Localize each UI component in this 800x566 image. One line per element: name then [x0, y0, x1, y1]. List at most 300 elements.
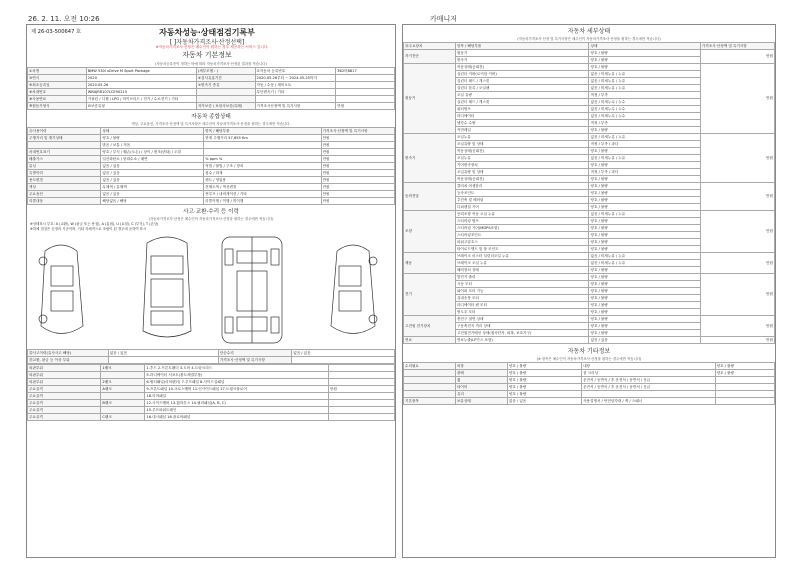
doc-subtitle: [ ]자동차가격조사·산정선택]	[169, 39, 245, 46]
detail-status-cell: 양호 / 불량	[589, 288, 700, 295]
other-info-row-cell: 광택	[455, 370, 507, 377]
detail-row	[404, 274, 775, 281]
legend-line-2: ※하체 점검은 순정의 기준이며, 기타 자체적으로 조립이 된 경우에 준하여 표시	[30, 227, 147, 231]
status-row	[28, 149, 395, 156]
detail-item-cell: 라디에이터	[455, 113, 589, 120]
rank-group-cell: 외판부위	[28, 372, 101, 379]
other-info-row-cell: 없음 / 있음	[507, 398, 581, 405]
rank-row	[28, 400, 395, 407]
basic-info-row-cell: 만원	[336, 103, 395, 110]
detail-status-cell: 양호 / 불량	[589, 274, 700, 281]
accident-row-cell: 없음 / 있음	[108, 350, 218, 357]
basic-info-row-cell: BMW 530i xDrive M Sport Package	[86, 68, 196, 75]
detail-group-cell: 원동기	[404, 64, 456, 134]
other-info-row-cell	[404, 370, 456, 377]
accident-row-cell: 단순수리	[218, 350, 291, 357]
detail-item-cell: 변속기	[455, 57, 589, 64]
other-info-row-cell: 양호 / 불량	[507, 384, 581, 391]
status-header-cell: 가격조사·산정액 및 특기사항	[321, 128, 394, 135]
status-row-cell: 만원	[321, 163, 394, 170]
detail-item-cell: 브레이크 마스터 실린더오일 누유	[455, 253, 589, 260]
status-row	[28, 142, 395, 149]
basic-info-row-cell: 2020.05.26부터 ~ 2024.05.25까지	[255, 75, 336, 82]
detail-item-cell: 작동상태(공회전)	[455, 176, 589, 183]
status-row-cell: 전체도색 / 색상변경	[204, 184, 321, 191]
status-row-cell: 만원	[321, 135, 394, 142]
detail-item-cell: 파워고압호스	[455, 239, 589, 246]
other-info-row	[404, 363, 775, 370]
other-info-row	[404, 377, 775, 384]
print-datetime: 26. 2. 11. 오전 10:26	[28, 15, 100, 23]
other-table	[403, 362, 775, 405]
basic-info-row-cell: 가격조사산정액 및 특기사항	[255, 103, 336, 110]
rank-row	[28, 379, 395, 386]
rank-label-cell: 1랭크	[101, 365, 145, 372]
status-row-cell: % ppm %	[204, 156, 321, 163]
detail-header-cell: 가격조사·산정액 및 특기사항	[700, 43, 774, 50]
rank-group-cell: 주요골격	[28, 393, 101, 400]
rank-parts-cell: 15.루프파워트레인	[145, 407, 329, 414]
detail-status-cell: 적정 / 부족	[589, 92, 700, 99]
status-row-cell: 튜닝	[28, 163, 101, 170]
detail-row	[404, 50, 775, 57]
rank-group-cell: 주요골격	[28, 386, 101, 393]
other-sub: (※ 항목은 매수인이 자동차가격조사·산정을 원하는 경우에만 적습니다)	[536, 357, 642, 361]
detail-status-cell: 없음 / 미세누유 / 누유	[589, 253, 700, 260]
detail-price-cell: 만원	[700, 64, 774, 134]
basic-info-row-cell: ⑤최초등록일	[28, 82, 87, 89]
detail-group-cell: 변속기	[404, 134, 456, 183]
detail-item-cell: 오일유량 및 상태	[455, 169, 589, 176]
status-row	[28, 177, 395, 184]
detail-item-cell: 디퍼렌셜 기어	[455, 204, 589, 211]
other-info-row-cell	[404, 391, 456, 398]
detail-row	[404, 64, 775, 71]
detail-group-cell: 제동	[404, 253, 456, 274]
other-info-row-cell	[715, 384, 774, 391]
detail-item-cell: 윈도우 모터	[455, 309, 589, 316]
other-info-row-cell: 양호 / 불량	[507, 370, 581, 377]
rank-group-cell: 외판부위	[28, 365, 101, 372]
detail-row	[404, 253, 775, 260]
detail-item-cell: 추진축 및 베어링	[455, 197, 589, 204]
other-info-row-cell: 양호 / 불량	[715, 363, 774, 370]
basic-info-row	[28, 82, 395, 89]
basic-info-row-cell: 자동 / 수동 / 세미오토	[255, 82, 336, 89]
other-info-row-cell: 타이어	[455, 384, 507, 391]
basic-info-row-cell	[336, 89, 395, 96]
detail-status-cell: 없음 / 미세누수 / 누수	[589, 113, 700, 120]
rank-parts-cell: 16.대시패널 16.플로어패널	[145, 414, 329, 421]
detail-item-cell: 브레이크 오일 누유	[455, 260, 589, 267]
detail-item-cell: 라디에이터 팬 모터	[455, 302, 589, 309]
basic-info-row-cell	[336, 82, 395, 89]
basic-info-row-cell: ⑥차대번호	[28, 89, 87, 96]
basic-info-row-cell: (세부모델 : )	[196, 68, 255, 75]
basic-info-row-cell: 무단변속기 / 기타	[255, 89, 336, 96]
other-info-row-cell: 양호 / 불량	[507, 377, 581, 384]
other-info-row-cell: 사용설명서 / 안전삼각대 / 잭 / 스패너	[582, 398, 716, 405]
rank-price-cell	[328, 414, 394, 421]
car-diagram-area	[27, 231, 395, 349]
other-info-row-cell: 유리	[455, 391, 507, 398]
detail-status-cell: 없음 / 미세누수 / 누수	[589, 106, 700, 113]
detail-status-cell: 양호 / 불량	[589, 176, 700, 183]
status-title: 자동차 종합상태	[191, 114, 231, 120]
basic-info-row	[28, 103, 395, 110]
rank-group-cell: 주요골격	[28, 414, 101, 421]
basic-info-row-cell: 2020.05.26	[86, 82, 196, 89]
doc-number: 제 26-03-500647 호	[31, 29, 82, 35]
rank-row	[28, 414, 395, 421]
rank-price-cell: 만원	[328, 386, 394, 393]
detail-price-cell: 만원	[700, 316, 774, 337]
status-row	[28, 184, 395, 191]
status-row-cell	[28, 142, 101, 149]
status-row-cell: 없음 / 있음	[101, 163, 204, 170]
detail-item-cell: 오일누유	[455, 134, 589, 141]
status-row-cell: 주행거리 및 계기상태	[28, 135, 101, 142]
rank-label-cell: B랭크	[101, 400, 145, 407]
other-info-row-cell: 휠	[455, 377, 507, 384]
detail-row	[404, 337, 775, 344]
detail-status-cell: 양호 / 불량	[589, 309, 700, 316]
detail-item-cell: 냉각수 수량	[455, 120, 589, 127]
other-info-row	[404, 398, 775, 405]
accident-table	[27, 349, 395, 364]
detail-group-cell: 고전원 전기장치	[404, 316, 456, 337]
basic-info-row-cell: ⑩보증유형	[86, 103, 196, 110]
detail-status-cell: 양호 / 불량	[589, 232, 700, 239]
detail-header-cell: 항목 / 해당부품	[455, 43, 589, 50]
status-row	[28, 135, 395, 142]
other-info-row	[404, 370, 775, 377]
basic-info-row-cell	[336, 75, 395, 82]
rank-row	[28, 365, 395, 372]
detail-status-cell: 적정 / 부족	[589, 120, 700, 127]
detail-item-cell: 와이퍼 모터 기능	[455, 288, 589, 295]
basic-info-row-cell: ⑧사용연료	[28, 96, 87, 103]
doc-notice: ※자동차가격조사·산정은 매수인이 원하는 경우 제공하는 서비스 입니다.	[155, 45, 269, 49]
detail-status-cell: 양호 / 불량	[589, 50, 700, 57]
accident-title: 사고·교환·수리 등 이력	[183, 209, 239, 215]
basic-info-table	[27, 67, 395, 110]
detail-status-cell: 양호 / 불량	[589, 57, 700, 64]
other-info-row-cell: 양호 / 불량	[507, 391, 581, 398]
detail-item-cell: 원동기	[455, 50, 589, 57]
status-row-cell: 적법 / 불법 / 구조 / 장치	[204, 163, 321, 170]
detail-status-cell: 양호 / 불량	[589, 316, 700, 323]
accident-row-cell	[292, 357, 395, 364]
rank-label-cell	[101, 372, 145, 379]
status-row-cell: 만원	[321, 177, 394, 184]
other-info-row-cell	[715, 391, 774, 398]
detail-price-cell: 만원	[700, 134, 774, 183]
basic-info-row-cell: 가솔린 / 디젤 / LPG / 하이브리드 / 전기 / 수소전기 / 기타	[86, 96, 196, 103]
accident-row	[28, 357, 395, 364]
legend-line-1: ※상태표시 부호: X (교환), W (판금 또는 용접), A (흠집), U (요철), C (부식), T (손상)	[30, 222, 159, 226]
rank-row	[28, 407, 395, 414]
status-row-cell: 차대번호표기	[28, 149, 101, 156]
detail-item-cell: 등속조인트	[455, 190, 589, 197]
basic-info-row-cell: ①차명	[28, 68, 87, 75]
status-row-cell: 배출가스	[28, 156, 101, 163]
detail-item-cell: 스티어링조인트	[455, 232, 589, 239]
detail-status-cell: 양호 / 불량	[589, 295, 700, 302]
other-info-row-cell	[715, 377, 774, 384]
detail-price-cell: 만원	[700, 253, 774, 274]
detail-status-cell: 없음 / 미세누유 / 누유	[589, 71, 700, 78]
other-info-row-cell: 양호 / 불량	[507, 363, 581, 370]
detail-price-cell: 만원	[700, 183, 774, 211]
detail-table	[403, 42, 775, 344]
status-row-cell: 리콜대상	[28, 198, 101, 205]
detail-status-cell: 양호 / 불량	[589, 162, 700, 169]
other-info-row-cell	[404, 377, 456, 384]
detail-group-cell: 동력전달	[404, 183, 456, 211]
basic-info-row	[28, 75, 395, 82]
basic-info-row	[28, 96, 395, 103]
detail-row	[404, 316, 775, 323]
detail-item-cell: 실내송풍 모터	[455, 295, 589, 302]
site-name: 카매니저	[430, 15, 458, 23]
rank-price-cell	[328, 379, 394, 386]
basic-info-row-cell	[196, 96, 255, 103]
rank-group-cell: 주요골격	[28, 407, 101, 414]
status-row-cell: 만원	[321, 149, 394, 156]
doc-title: 자동차성능·상태점검기록부	[159, 28, 255, 37]
detail-item-cell: 충전구 절연 상태	[455, 316, 589, 323]
detail-status-cell: 적정 / 부족 / 과다	[589, 141, 700, 148]
detail-status-cell: 양호 / 불량	[589, 225, 700, 232]
rank-label-cell: C랭크	[101, 414, 145, 421]
detail-item-cell: 동력조향 작동 오일 누유	[455, 211, 589, 218]
status-row-cell: 무채색 / 유채색	[101, 184, 204, 191]
basic-sub: (자동차등록증이 정하는 바에 따라 자동차가격조사·산정된 결과를 적습니다)	[155, 62, 267, 66]
detail-item-cell: 배력장치 상태	[455, 267, 589, 274]
detail-row	[404, 183, 775, 190]
rank-label-cell	[101, 393, 145, 400]
accident-row-cell: 가격조사·산정액 및 특기사항	[218, 357, 291, 364]
detail-item-cell: 실린더 커버(로커암 커버)	[455, 71, 589, 78]
detail-status-cell: 양호 / 불량	[589, 183, 700, 190]
detail-item-cell: 시동 모터	[455, 281, 589, 288]
status-row	[28, 191, 395, 198]
other-title: 자동차 기타정보	[567, 348, 611, 355]
detail-group-cell: 전기	[404, 274, 456, 316]
status-header-cell: ⑪사용이력	[28, 128, 101, 135]
other-info-row-cell: 외장	[455, 363, 507, 370]
detail-item-cell: 구동축전지 격리 상태	[455, 323, 589, 330]
detail-header-row	[404, 43, 775, 50]
rank-price-cell	[328, 365, 394, 372]
detail-status-cell: 없음 / 미세누수 / 누수	[589, 99, 700, 106]
detail-status-cell: 없음 / 있음	[589, 337, 700, 344]
accident-row-cell: ⑫사고이력(유사사고 해당)	[28, 350, 109, 357]
basic-info-row-cell: ⑦변속기 종류	[196, 82, 255, 89]
status-row-cell: 없음 / 있음	[101, 170, 204, 177]
other-info-row-cell: 내장	[582, 363, 716, 370]
rank-label-cell: A랭크	[101, 386, 145, 393]
basic-info-row	[28, 68, 395, 75]
detail-status-cell: 양호 / 불량	[589, 281, 700, 288]
detail-item-cell: 고전원전기배선 상태(접속단자, 피복, 보호기구)	[455, 330, 589, 337]
rank-group-cell: 주요골격	[28, 400, 101, 407]
status-row-cell: 침수 / 화재	[204, 170, 321, 177]
status-row-cell: 주요옵션	[28, 191, 101, 198]
detail-status-cell: 양호 / 불량	[589, 190, 700, 197]
detail-status-cell: 없음 / 미세누유 / 누유	[589, 211, 700, 218]
detail-header-cell: ⑭주요장치	[404, 43, 456, 50]
status-row-cell: 색상	[28, 184, 101, 191]
status-row-cell: 만원	[321, 191, 394, 198]
other-info-row-cell: 양호 / 불량	[715, 370, 774, 377]
status-row-cell: 많음 / 보통 / 적음	[101, 142, 204, 149]
accident-row-cell: ⑬교환, 판금 등 이상 부위	[28, 357, 109, 364]
status-header-cell: 상태	[101, 128, 204, 135]
detail-status-cell: 양호 / 불량	[589, 267, 700, 274]
status-row	[28, 198, 395, 205]
detail-price-cell: 만원	[700, 337, 774, 344]
detail-item-cell: 워터펌프	[455, 106, 589, 113]
other-info-row-cell: 운전석 / 동반석 / 후 운전석 / 동반석 / 응급	[582, 377, 716, 384]
status-row-cell: 렌트 / 영업용	[204, 177, 321, 184]
detail-status-cell: 없음 / 미세누유 / 누유	[589, 85, 700, 92]
basic-info-row-cell: WBAJR8107LCE90215	[86, 89, 196, 96]
rank-label-cell	[101, 407, 145, 414]
detail-status-cell: 양호 / 불량	[589, 246, 700, 253]
status-row-cell: 특별이력	[28, 170, 101, 177]
detail-sub: (자동차가격조사·산정 및 특기사항은 매수인이 자동차가격조사·산정을 원하는 경우에만 적습니다)	[517, 37, 661, 41]
status-row	[28, 156, 395, 163]
other-info-row	[404, 384, 775, 391]
status-row-cell: 용도변경	[28, 177, 101, 184]
accident-sub: (자동차가격조사·산정은 매수인이 자동차가격조사·산정을 원하는 경우에만 적습니다)	[148, 217, 274, 221]
other-info-row-cell: 수리필요	[404, 363, 456, 370]
detail-group-cell: 자기진단	[404, 50, 456, 64]
basic-info-row-cell: 2020	[86, 75, 196, 82]
detail-status-cell: 양호 / 불량	[589, 204, 700, 211]
status-row	[28, 163, 395, 170]
left-page	[26, 24, 396, 558]
status-row-cell: 만원	[321, 170, 394, 177]
detail-status-cell: 양호 / 불량	[589, 64, 700, 71]
detail-item-cell: 작동상태(공회전)	[455, 148, 589, 155]
detail-item-cell: 스티어링 펌프	[455, 218, 589, 225]
detail-item-cell: 클러치 어셈블리	[455, 183, 589, 190]
status-row-cell: 양호 / 불량	[101, 135, 204, 142]
right-page	[402, 24, 776, 558]
car-side-left	[39, 245, 83, 334]
status-row-cell	[204, 142, 321, 149]
detail-item-cell: 기어변속장치	[455, 162, 589, 169]
rank-parts-cell: 18.리어패널	[145, 393, 329, 400]
car-diagrams	[27, 231, 397, 349]
car-underbody	[222, 237, 282, 343]
car-top-view	[143, 237, 191, 337]
basic-info-row-cell	[255, 96, 336, 103]
detail-status-cell: 없음 / 미세누유 / 누유	[589, 134, 700, 141]
rank-label-cell: 2랭크	[101, 379, 145, 386]
detail-price-cell: 만원	[700, 274, 774, 316]
detail-status-cell: 양호 / 불량	[589, 330, 700, 337]
detail-item-cell: 오일누유	[455, 155, 589, 162]
other-info-row-cell: 기본품목	[404, 398, 456, 405]
detail-status-cell: 양호 / 불량	[589, 197, 700, 204]
detail-status-cell: 양호 / 불량	[589, 302, 700, 309]
detail-item-cell: 실린더 블록 / 오일팬	[455, 85, 589, 92]
status-row-cell: 양호 / 부식 / 훼손(오손) / 상이 / 변조(변타) / 도말	[101, 149, 204, 156]
detail-item-cell: 발전기 출력	[455, 274, 589, 281]
detail-status-cell: 양호 / 불량	[589, 148, 700, 155]
rank-price-cell	[328, 407, 394, 414]
accident-row	[28, 350, 395, 357]
rank-price-cell	[328, 393, 394, 400]
accident-row-cell: 없음 / 있음	[292, 350, 395, 357]
status-row-cell: 만원	[321, 184, 394, 191]
basic-info-row-cell: ②자동차 등록번호	[255, 68, 336, 75]
detail-row	[404, 211, 775, 218]
other-info-row-cell	[715, 398, 774, 405]
status-row-cell: 썬루프 / 네비게이션 / 기타	[204, 191, 321, 198]
other-info-row-cell	[582, 391, 716, 398]
basic-info-row-cell	[196, 89, 255, 96]
status-sub: 색상, 주요옵션, 가격조사·산정액 및 특기사항은 매수인이 자동차가격조사·산정을 원하는 경우에만 적습니다.	[131, 122, 291, 126]
other-info-row-cell	[404, 384, 456, 391]
basic-title: 자동차 기본정보	[182, 51, 232, 59]
basic-info-row-cell: ⑨원동기형식	[28, 103, 87, 110]
rank-price-cell	[328, 372, 394, 379]
status-row-cell	[204, 149, 321, 156]
other-info-row-cell: 보유상태	[455, 398, 507, 405]
other-info-row-cell: 운전석 / 동반석 / 후 운전석 / 동반석 / 응급	[582, 384, 716, 391]
detail-status-cell: 양호 / 불량	[589, 127, 700, 134]
accident-row-cell	[108, 357, 218, 364]
detail-price-cell: 만원	[700, 211, 774, 253]
status-row-cell: 현재 주행거리 57,655 Km	[204, 135, 321, 142]
detail-item-cell: 실린더 헤드 / 개스킷	[455, 99, 589, 106]
detail-status-cell: 양호 / 불량	[589, 239, 700, 246]
status-table	[27, 127, 395, 205]
detail-status-cell: 양호 / 불량	[589, 323, 700, 330]
status-header-row	[28, 128, 395, 135]
detail-item-cell: 연료누출(LP가스 포함)	[455, 337, 589, 344]
status-row-cell: 리콜이행 / 이행 / 미이행	[204, 198, 321, 205]
detail-item-cell: 커먼레일	[455, 127, 589, 134]
detail-status-cell: 없음 / 미세누유 / 누유	[589, 260, 700, 267]
other-info-row-cell: 룸 크리닝	[582, 370, 716, 377]
detail-item-cell: 타이로드엔드 및 볼 조인트	[455, 246, 589, 253]
detail-status-cell: 적정 / 부족 / 과다	[589, 169, 700, 176]
basic-info-row-cell: ③연식	[28, 75, 87, 82]
rank-row	[28, 393, 395, 400]
rank-group-cell: 외판부위	[28, 379, 101, 386]
status-row-cell: 해당없음 / 해당	[101, 198, 204, 205]
basic-info-row-cell: ④검사유효기간	[196, 75, 255, 82]
basic-info-row-cell	[336, 96, 395, 103]
rank-price-cell	[328, 400, 394, 407]
basic-info-row	[28, 89, 395, 96]
detail-title: 자동차 세부상태	[567, 28, 611, 35]
detail-status-cell: 양호 / 불량	[589, 218, 700, 225]
status-row-cell: 없음 / 있음	[101, 177, 204, 184]
status-row-cell: 만원	[321, 142, 394, 149]
detail-row	[404, 134, 775, 141]
status-row-cell: 일산화탄소 / 탄화수소 / 매연	[101, 156, 204, 163]
status-row	[28, 170, 395, 177]
rank-row	[28, 372, 395, 379]
status-row-cell: 만원	[321, 198, 394, 205]
